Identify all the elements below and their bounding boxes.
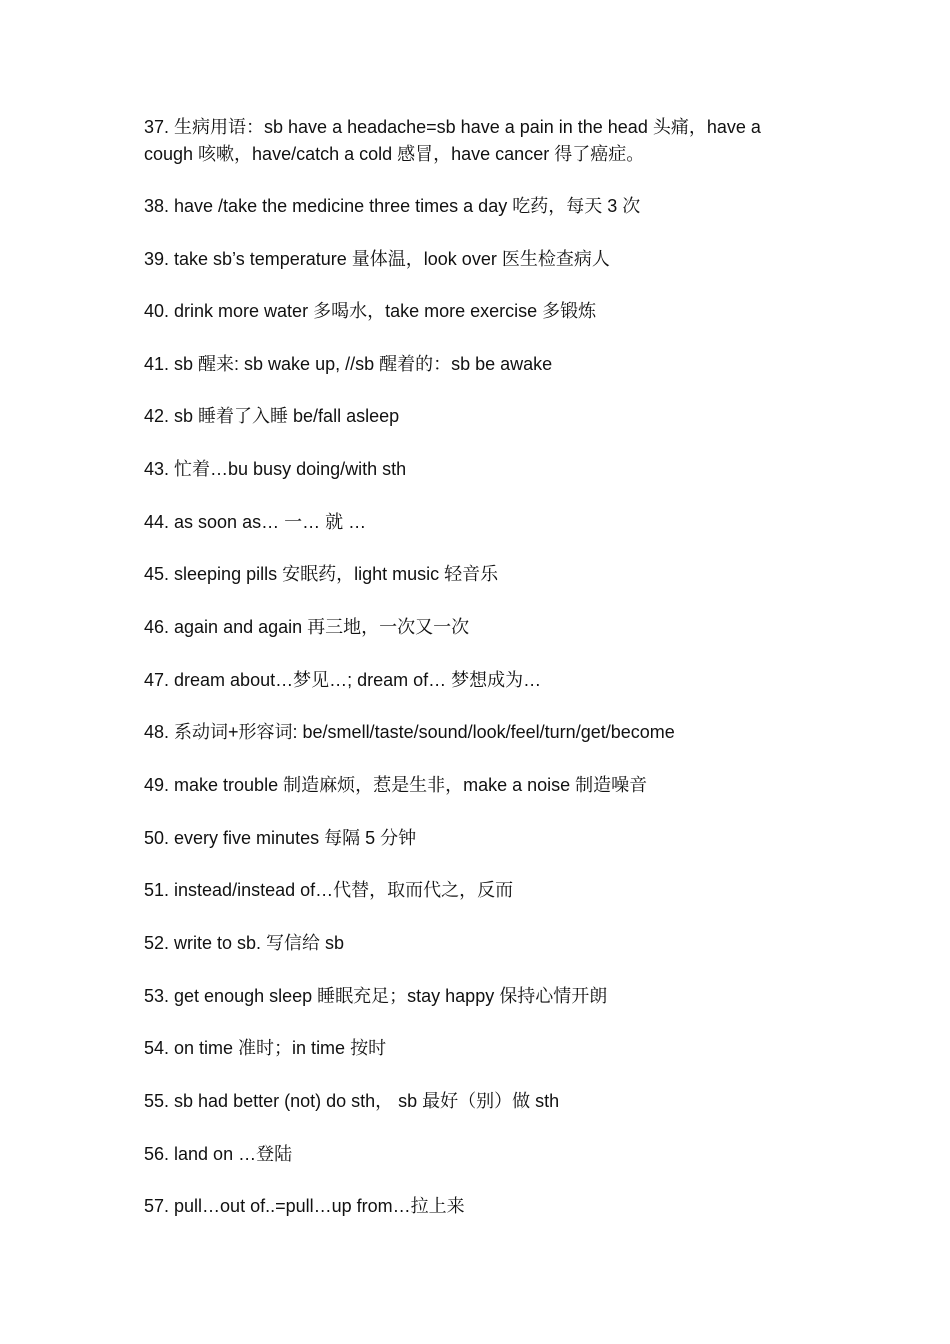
phrase-entry-41: 41. sb 醒来: sb wake up, //sb 醒着的：sb be awake (144, 354, 553, 374)
phrase-entry-54: 54. on time 准时；in time 按时 (144, 1038, 387, 1058)
phrase-entry-44: 44. as soon as… 一… 就 … (144, 512, 367, 532)
phrase-entry-48: 48. 系动词+形容词: be/smell/taste/sound/look/feel/turn/get/become (144, 722, 675, 742)
phrase-entry-51: 51. instead/instead of…代替，取而代之，反而 (144, 880, 514, 900)
phrase-entry-57: 57. pull…out of..=pull…up from…拉上来 (144, 1196, 465, 1216)
phrase-entry-56: 56. land on …登陆 (144, 1144, 293, 1164)
phrase-entry-50: 50. every five minutes 每隔 5 分钟 (144, 828, 417, 848)
phrase-entry-39: 39. take sb’s temperature 量体温，look over 医生检查病人 (144, 249, 610, 269)
phrase-entry-52: 52. write to sb. 写信给 sb (144, 933, 345, 953)
phrase-entry-42: 42. sb 睡着了入睡 be/fall asleep (144, 406, 400, 426)
phrase-entry-47: 47. dream about…梦见…; dream of… 梦想成为… (144, 670, 542, 690)
phrase-entry-45: 45. sleeping pills 安眠药，light music 轻音乐 (144, 564, 499, 584)
phrase-entry-55: 55. sb had better (not) do sth， sb 最好（别）做 sth (144, 1091, 560, 1111)
phrase-entry-37: 37. 生病用语：sb have a headache=sb have a pain in the head 头痛，have a cough 咳嗽，have/catch a cold 感冒，have cancer 得了癌症。 (144, 117, 761, 164)
phrase-entry-38: 38. have /take the medicine three times a day 吃药，每天 3 次 (144, 196, 641, 216)
phrase-entry-53: 53. get enough sleep 睡眠充足；stay happy 保持心情开朗 (144, 986, 608, 1006)
phrase-entry-43: 43. 忙着…bu busy doing/with sth (144, 459, 407, 479)
phrase-entry-46: 46. again and again 再三地，一次又一次 (144, 617, 470, 637)
phrase-entry-49: 49. make trouble 制造麻烦，惹是生非，make a noise 制造噪音 (144, 775, 648, 795)
phrase-entry-40: 40. drink more water 多喝水，take more exercise 多锻炼 (144, 301, 597, 321)
